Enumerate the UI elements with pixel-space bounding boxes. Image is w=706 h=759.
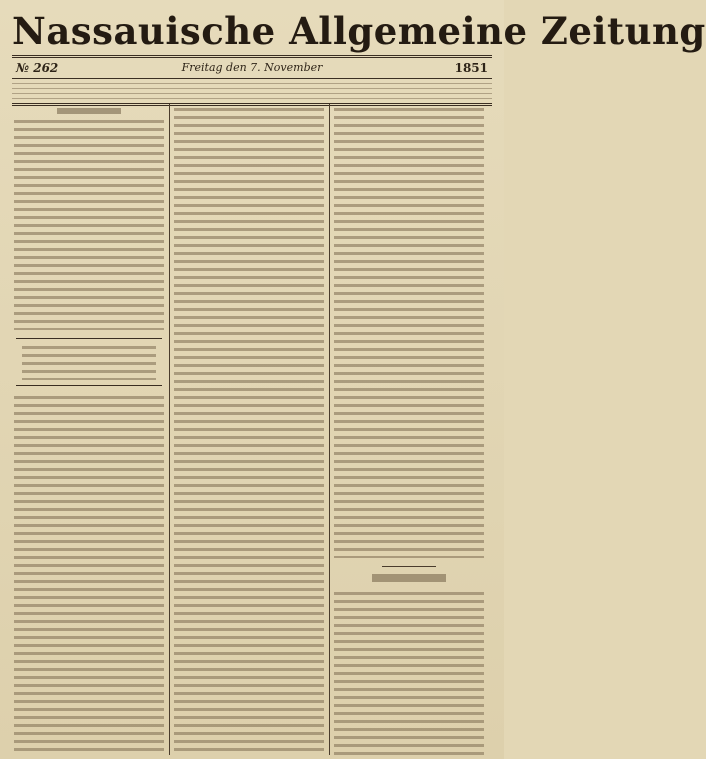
news-body [334, 590, 484, 755]
masthead-title: Nassauische Allgemeine Zeitung [12, 9, 706, 53]
table-of-contents [14, 118, 164, 330]
article-body [14, 394, 164, 755]
imprint-text-block [12, 81, 492, 101]
section-rule [382, 566, 436, 567]
column-3 [332, 104, 486, 755]
article-body [174, 106, 324, 755]
masthead-rule [12, 55, 492, 58]
article-columns [12, 104, 492, 755]
dateline [12, 60, 492, 76]
article-body [334, 106, 484, 558]
column-separator [169, 104, 170, 755]
section-heading [372, 574, 446, 582]
article-heading [22, 344, 156, 380]
issue-date: Freitag den 7. November [181, 61, 323, 74]
article-heading-box [16, 338, 162, 386]
contents-heading [57, 108, 121, 114]
issue-year: 1851 [454, 61, 488, 75]
column-1 [12, 104, 166, 755]
column-separator [329, 104, 330, 755]
dateline-rule [12, 78, 492, 79]
issue-number: № 262 [16, 61, 59, 75]
column-2 [172, 104, 326, 755]
